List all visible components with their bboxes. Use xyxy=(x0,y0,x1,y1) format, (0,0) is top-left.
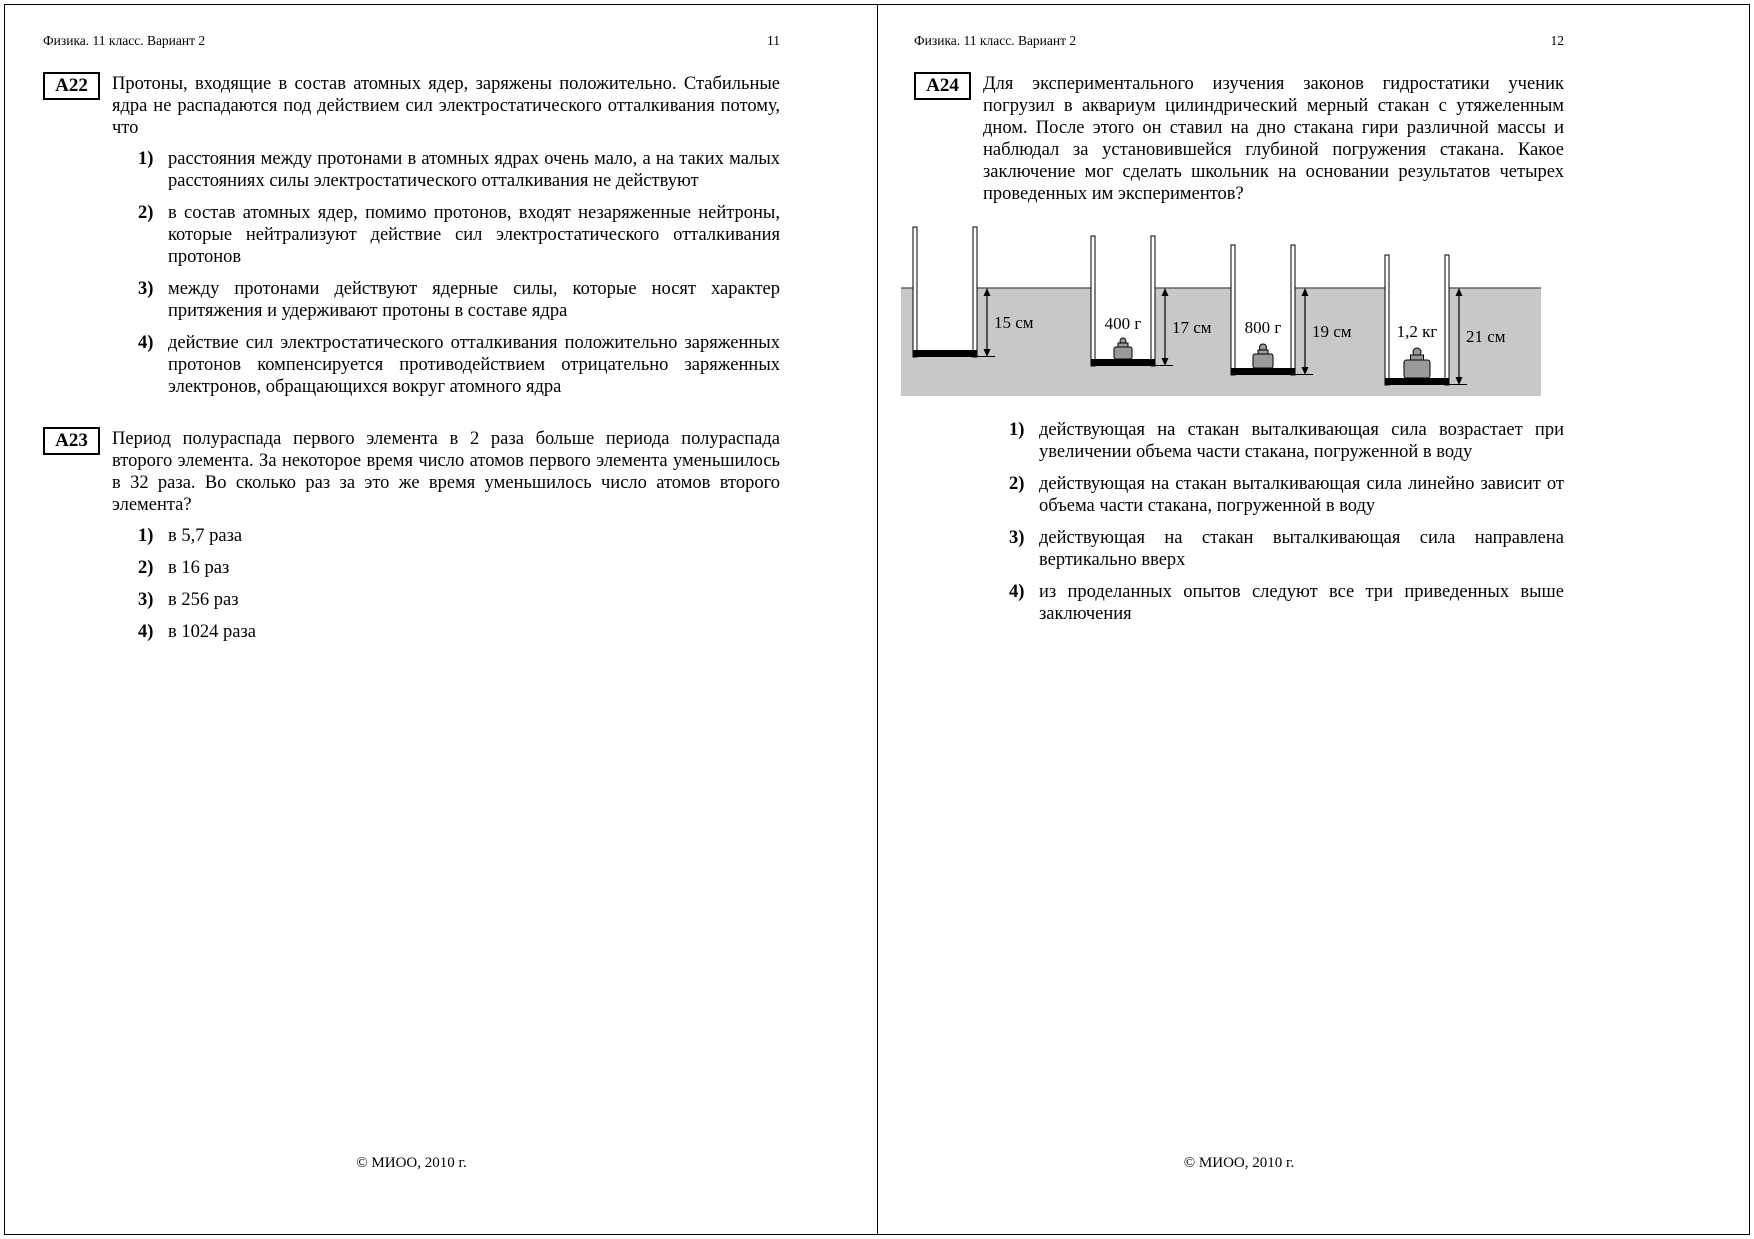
option-text: в 1024 раза xyxy=(168,622,256,642)
beaker-wall xyxy=(1291,245,1295,375)
beaker-weighted-bottom xyxy=(913,350,977,357)
option-number: 2) xyxy=(138,558,154,578)
option-number: 4) xyxy=(138,333,154,353)
question-body-a24 xyxy=(983,73,1564,205)
page-number: 12 xyxy=(1550,33,1564,48)
option-number: 3) xyxy=(1009,528,1025,548)
beaker-wall xyxy=(1231,245,1235,375)
mass-label: 400 г xyxy=(1104,314,1142,333)
option-text: в 256 раз xyxy=(168,590,239,610)
option-row xyxy=(112,332,780,398)
page-number: 11 xyxy=(767,33,780,48)
option-number: 4) xyxy=(138,622,154,642)
option-text: в 16 раз xyxy=(168,558,230,578)
question-a22 xyxy=(43,73,780,408)
option-number: 1) xyxy=(138,149,154,169)
option-text: действующая на стакан выталкивающая сила линейно зависит от объема части стакана, погруженной в воду xyxy=(1039,474,1564,516)
beaker-wall xyxy=(1091,236,1095,366)
option-row xyxy=(112,278,780,322)
question-label-a22: А22 xyxy=(43,72,100,100)
option-row xyxy=(112,525,780,547)
question-label-a23: А23 xyxy=(43,427,100,455)
beaker-wall xyxy=(1385,255,1389,385)
options-a24 xyxy=(983,419,1564,625)
question-text-a22: Протоны, входящие в состав атомных ядер, заряжены положительно. Стабильные ядра не распадаются под действием сил электростатического отталкивания потому, что xyxy=(112,74,780,138)
beaker-weighted-bottom xyxy=(1231,368,1295,375)
page-header xyxy=(43,33,780,49)
option-text: расстояния между протонами в атомных ядрах очень мало, а на таких малых расстояниях силы электростатического отталкивания не действуют xyxy=(168,149,780,191)
depth-label: 17 см xyxy=(1172,318,1212,337)
header-title: Физика. 11 класс. Вариант 2 xyxy=(43,33,206,48)
beaker-wall xyxy=(1445,255,1449,385)
question-label-a24: А24 xyxy=(914,72,971,100)
option-text: из проделанных опытов следуют все три приведенных выше заключения xyxy=(1039,582,1564,624)
question-body-a23 xyxy=(112,428,780,653)
option-number: 4) xyxy=(1009,582,1025,602)
depth-label: 19 см xyxy=(1312,322,1352,341)
page-right xyxy=(877,5,1749,1234)
option-number: 2) xyxy=(138,203,154,223)
option-text: действующая на стакан выталкивающая сила возрастает при увеличении объема части стакана, погруженной в воду xyxy=(1039,420,1564,462)
question-text-a24: Для экспериментального изучения законов гидростатики ученик погрузил в аквариум цилиндрический мерный стакан с утяжеленным дном. После этого он ставил на дно стакана гири различной массы и наблюдал за установившейся глубиной погружения стакана. Какое заключение мог сделать школьник на основании результатов четырех проведенных им экспериментов? xyxy=(983,74,1564,204)
beaker-wall xyxy=(913,227,917,357)
option-text: в состав атомных ядер, помимо протонов, входят незаряженные нейтроны, которые нейтрализуют действие сил электростатического отталкивания протонов xyxy=(168,203,780,267)
document-spread xyxy=(4,4,1750,1235)
option-text: действие сил электростатического отталкивания положительно заряженных протонов компенсируется противодействием отрицательно заряженных электронов, обращающихся вокруг атомного ядра xyxy=(168,333,780,397)
depth-label: 21 см xyxy=(1466,327,1506,346)
question-body-a22 xyxy=(112,73,780,408)
option-number: 1) xyxy=(1009,420,1025,440)
page-footer: © МИОО, 2010 г. xyxy=(1183,1155,1295,1171)
mass-label: 800 г xyxy=(1244,318,1282,337)
page-header xyxy=(914,33,1564,49)
option-row xyxy=(983,419,1564,463)
beaker-weighted-bottom xyxy=(1091,359,1155,366)
option-row xyxy=(112,557,780,579)
option-row xyxy=(112,148,780,192)
beaker-interior xyxy=(913,227,977,357)
depth-label: 15 см xyxy=(994,313,1034,332)
option-number: 1) xyxy=(138,526,154,546)
option-text: действующая на стакан выталкивающая сила направлена вертикально вверх xyxy=(1039,528,1564,570)
option-row xyxy=(112,589,780,611)
option-row xyxy=(112,621,780,643)
page-left xyxy=(5,5,877,1234)
mass-label: 1,2 кг xyxy=(1396,322,1438,341)
page-footer: © МИОО, 2010 г. xyxy=(356,1155,467,1171)
options-a23 xyxy=(112,525,780,643)
beaker-wall xyxy=(973,227,977,357)
options-a22 xyxy=(112,148,780,398)
hydrostatics-figure xyxy=(901,225,1564,403)
option-row xyxy=(983,473,1564,517)
beakers-diagram xyxy=(901,225,1541,403)
option-number: 3) xyxy=(138,590,154,610)
header-title: Физика. 11 класс. Вариант 2 xyxy=(914,33,1077,48)
option-text: между протонами действуют ядерные силы, которые носят характер притяжения и удерживают протоны в составе ядра xyxy=(168,279,780,321)
question-text-a23: Период полураспада первого элемента в 2 раза больше периода полураспада второго элемента. За некоторое время число атомов первого элемента уменьшилось в 32 раза. Во сколько раз за это же время уменьшилось число атомов второго элемента? xyxy=(112,429,780,515)
option-number: 2) xyxy=(1009,474,1025,494)
option-text: в 5,7 раза xyxy=(168,526,243,546)
question-a23 xyxy=(43,428,780,653)
beaker-wall xyxy=(1151,236,1155,366)
option-row xyxy=(983,581,1564,625)
option-row xyxy=(983,527,1564,571)
question-a24 xyxy=(914,73,1564,205)
beaker-weighted-bottom xyxy=(1385,378,1449,385)
option-row xyxy=(112,202,780,268)
option-number: 3) xyxy=(138,279,154,299)
